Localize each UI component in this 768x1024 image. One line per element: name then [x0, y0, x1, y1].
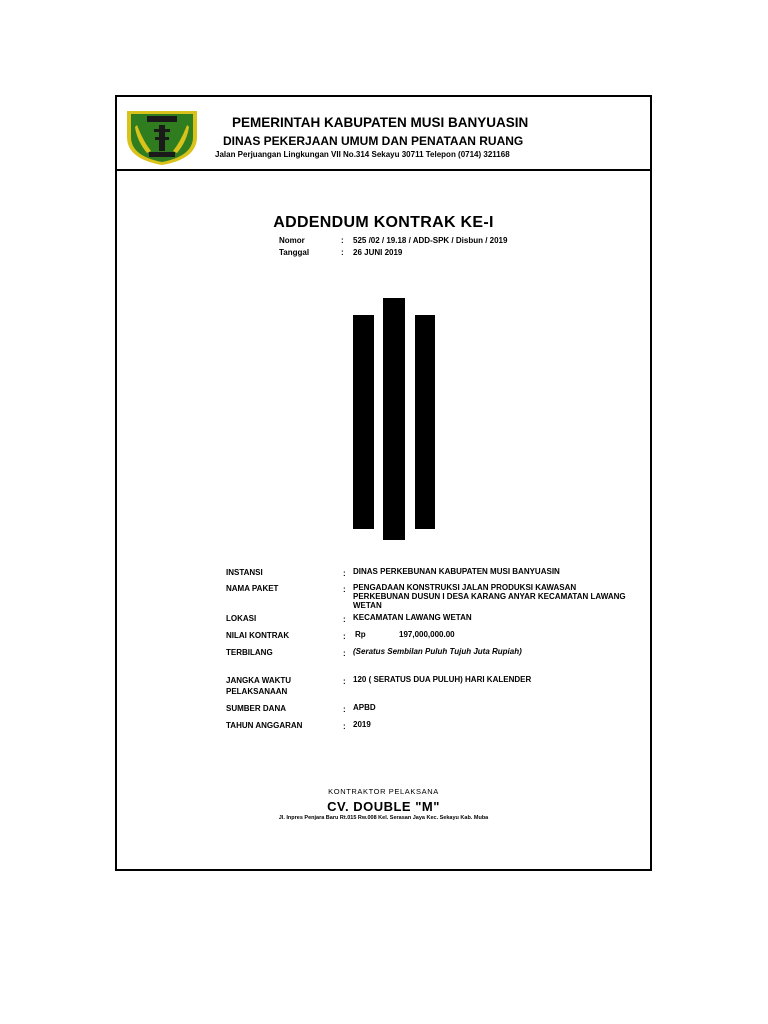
- tanggal-separator: :: [341, 248, 344, 257]
- nilai-label: NILAI KONTRAK: [226, 631, 290, 640]
- nilai-separator: :: [343, 632, 346, 641]
- government-title: PEMERINTAH KABUPATEN MUSI BANYUASIN: [232, 115, 529, 130]
- lokasi-value: KECAMATAN LAWANG WETAN: [353, 613, 472, 622]
- musi-banyuasin-emblem-icon: [123, 107, 201, 167]
- paket-label: NAMA PAKET: [226, 584, 279, 593]
- jangka-label-line2: PELAKSANAAN: [226, 687, 288, 696]
- contractor-label: KONTRAKTOR PELAKSANA: [328, 787, 439, 796]
- nilai-value: 197,000,000.00: [399, 630, 455, 639]
- nilai-currency: Rp: [355, 630, 366, 639]
- jangka-value: 120 ( SERATUS DUA PULUH) HARI KALENDER: [353, 675, 532, 684]
- tahun-label: TAHUN ANGGARAN: [226, 721, 303, 730]
- lokasi-label: LOKASI: [226, 614, 257, 623]
- dana-value: APBD: [353, 703, 376, 712]
- terbilang-separator: :: [343, 649, 346, 658]
- nomor-value: 525 /02 / 19.18 / ADD-SPK / Disbun / 2019: [353, 236, 508, 245]
- nomor-separator: :: [341, 236, 344, 245]
- instansi-value: DINAS PERKEBUNAN KABUPATEN MUSI BANYUASIN: [353, 567, 560, 576]
- document-title: ADDENDUM KONTRAK KE-I: [273, 214, 494, 231]
- jangka-label-line1: JANGKA WAKTU: [226, 676, 292, 685]
- paket-separator: :: [343, 585, 346, 594]
- jangka-separator: :: [343, 677, 346, 686]
- letterhead: [117, 97, 650, 171]
- terbilang-value: (Seratus Sembilan Puluh Tujuh Juta Rupiah): [353, 647, 522, 656]
- tahun-separator: :: [343, 722, 346, 731]
- terbilang-label: TERBILANG: [226, 648, 273, 657]
- tanggal-label: Tanggal: [279, 248, 310, 257]
- contractor-name: CV. DOUBLE "M": [327, 799, 440, 814]
- redaction-bar-left: [353, 315, 374, 529]
- nomor-row: [279, 236, 507, 245]
- redaction-bar-center: [383, 298, 405, 540]
- contractor-address: Jl. Inpres Penjara Baru Rt.015 Rw.008 Kel. Serasan Jaya Kec. Sekayu Kab. Muba: [278, 815, 489, 821]
- tanggal-value: 26 JUNI 2019: [353, 248, 403, 257]
- instansi-label: INSTANSI: [226, 568, 263, 577]
- dana-label: SUMBER DANA: [226, 704, 286, 713]
- nomor-label: Nomor: [279, 236, 305, 245]
- lokasi-separator: :: [343, 615, 346, 624]
- dana-separator: :: [343, 705, 346, 714]
- tahun-value: 2019: [353, 720, 371, 729]
- department-name: DINAS PEKERJAAN UMUM DAN PENATAAN RUANG: [223, 134, 524, 148]
- redaction-bar-right: [415, 315, 435, 529]
- instansi-separator: :: [343, 569, 346, 578]
- tanggal-row: [279, 248, 402, 257]
- department-address: Jalan Perjuangan Lingkungan VII No.314 Sekayu 30711 Telepon (0714) 321168: [215, 150, 510, 159]
- paket-value: PENGADAAN KONSTRUKSI JALAN PRODUKSI KAWASAN PERKEBUNAN DUSUN I DESA KARANG ANYAR KECAMATAN LAWANG WETAN: [353, 583, 626, 610]
- document-page: [115, 95, 652, 871]
